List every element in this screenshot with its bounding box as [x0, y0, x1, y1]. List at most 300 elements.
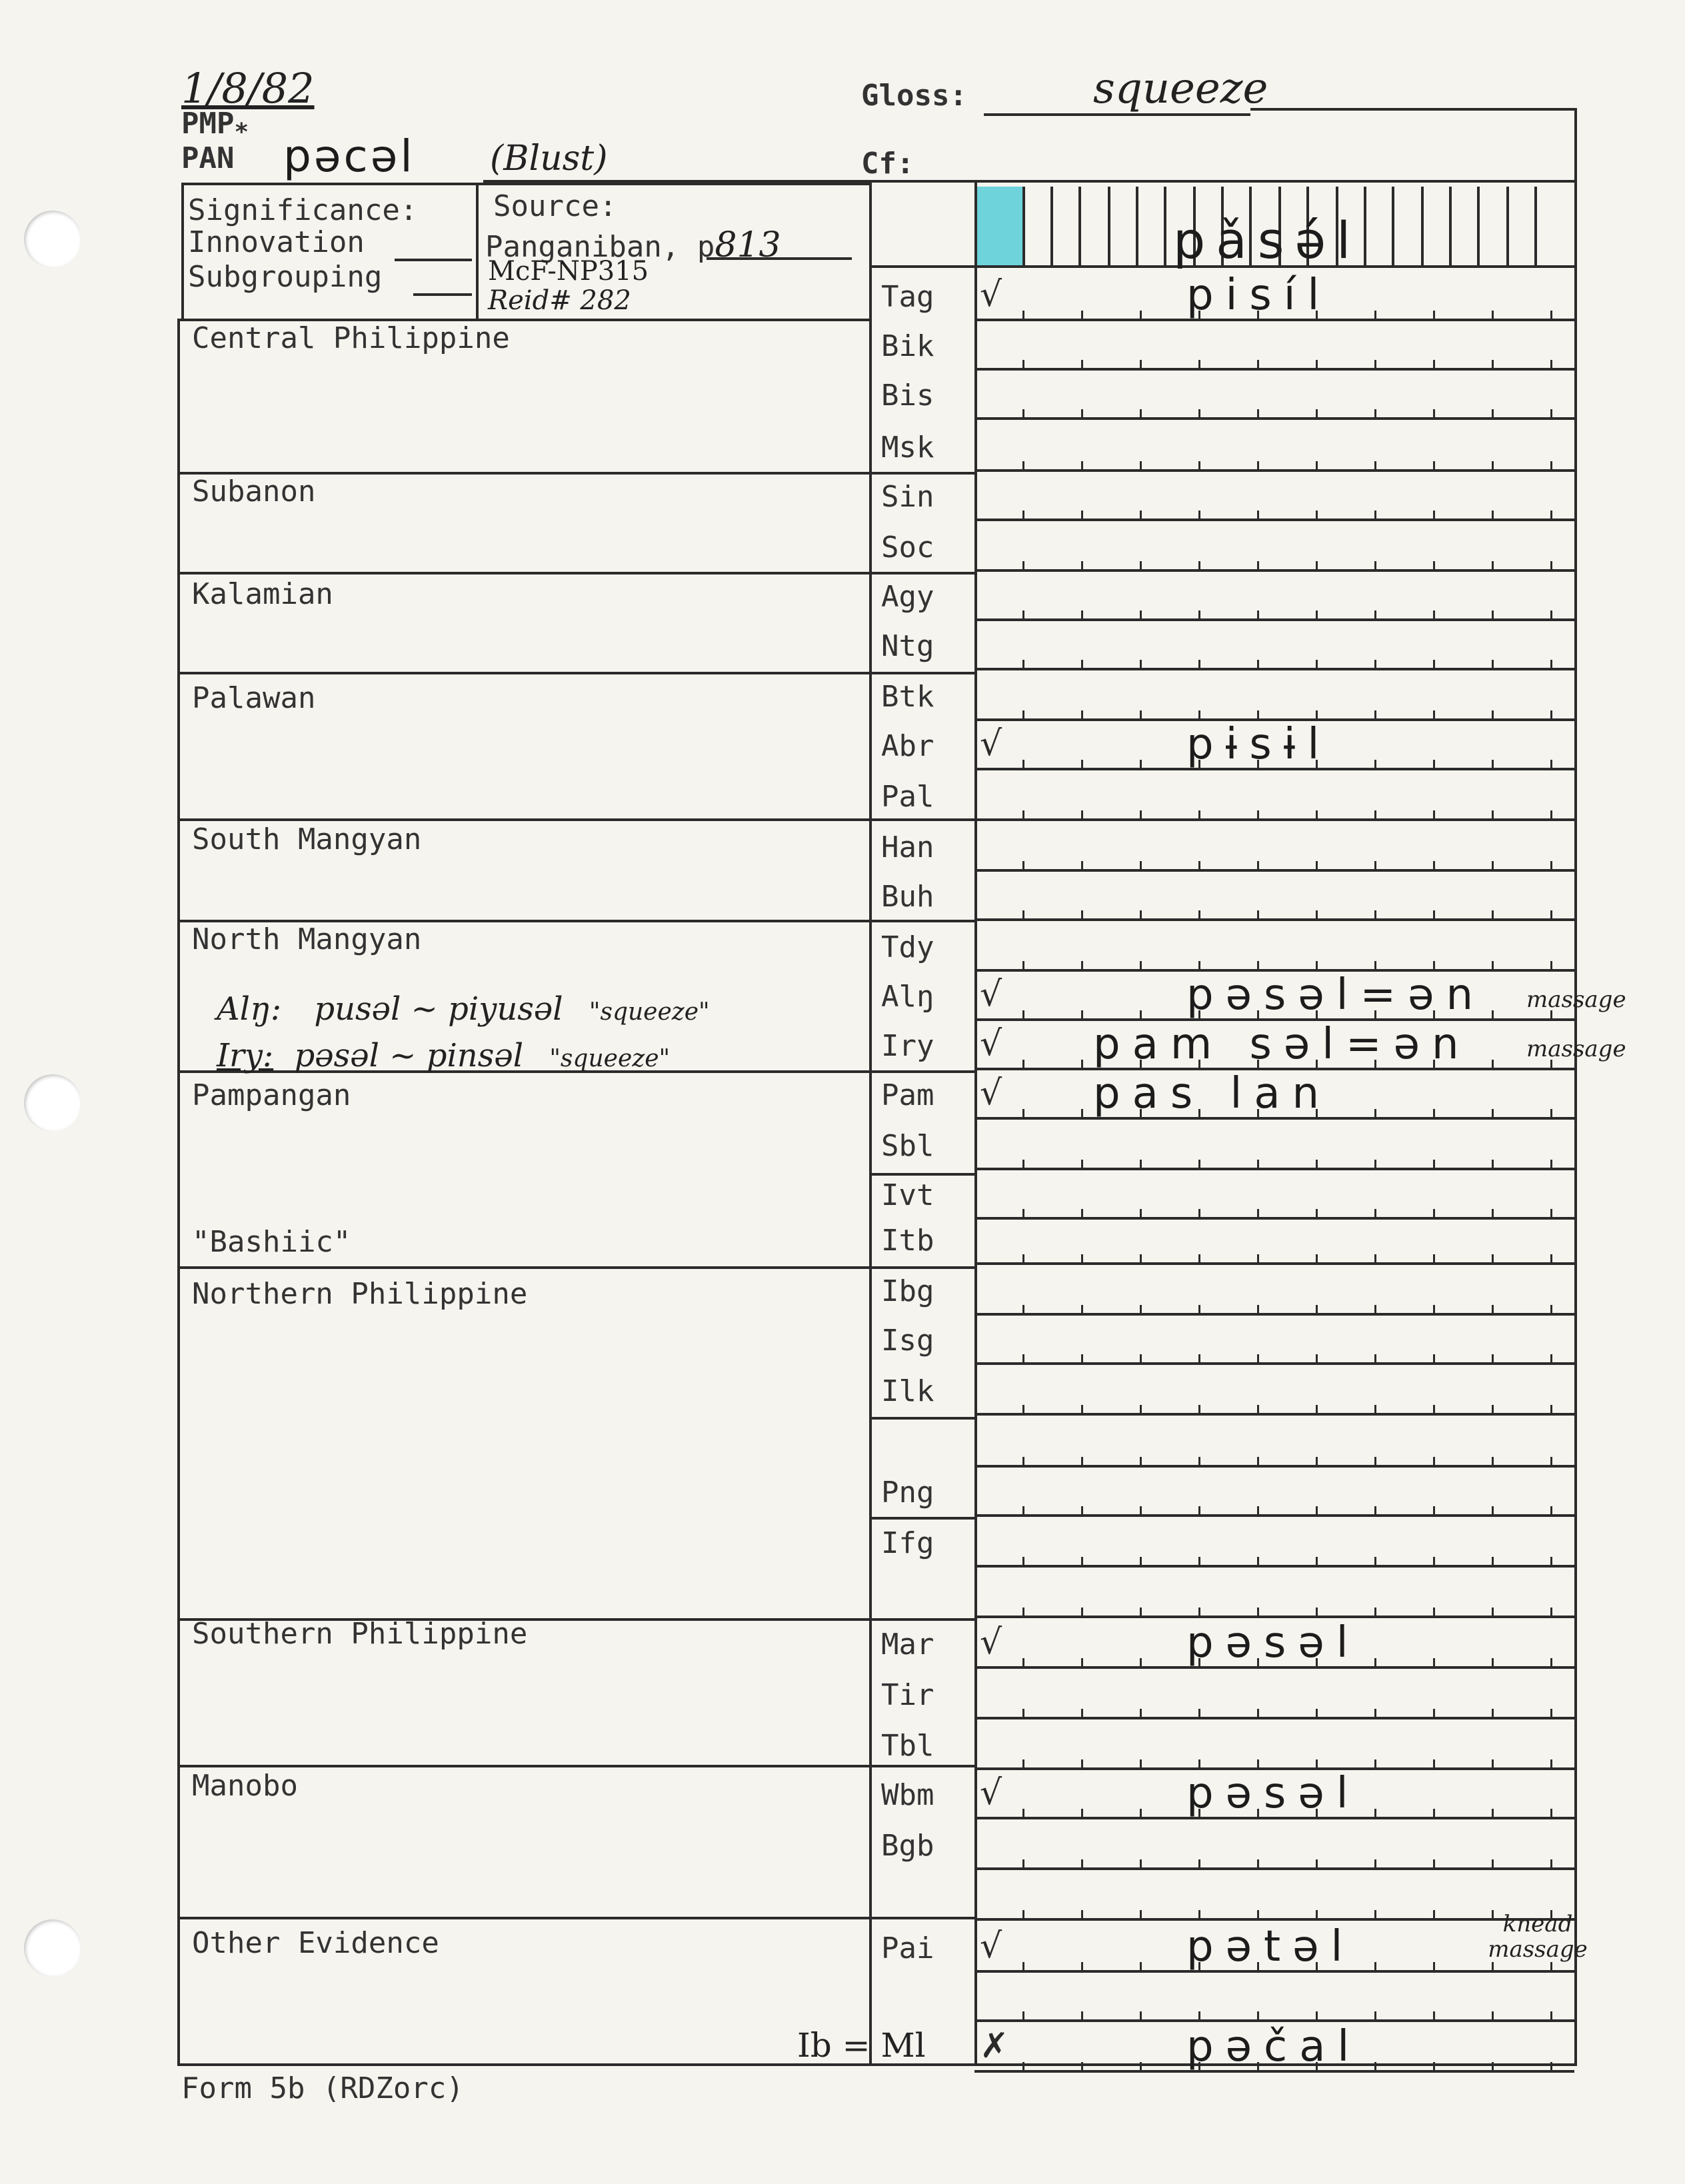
row-tick	[1257, 1209, 1259, 1218]
row-tick	[1257, 610, 1259, 620]
row-tick	[1492, 2011, 1494, 2021]
row-tick	[1022, 1809, 1024, 1818]
row-tick	[1140, 1809, 1142, 1818]
row-tick	[1374, 660, 1376, 669]
row-tick	[1374, 1405, 1376, 1414]
phoneme-cell	[1050, 187, 1078, 265]
row-tick	[1374, 1209, 1376, 1218]
row-reflex-form: pas lan	[1093, 1069, 1332, 1118]
row-tick	[1022, 1962, 1024, 1971]
row-tick	[1140, 910, 1142, 920]
row-tick	[1081, 1457, 1083, 1466]
row-baseline	[974, 469, 1574, 472]
row-baseline	[974, 1262, 1574, 1265]
row-tick	[1198, 1305, 1200, 1314]
row-tick	[1140, 1405, 1142, 1414]
row-tick	[1257, 1354, 1259, 1364]
row-tick	[1198, 1859, 1200, 1869]
phoneme-cell	[1364, 187, 1392, 265]
row-tick	[1492, 1557, 1494, 1566]
row-tick	[1140, 961, 1142, 970]
row-tick	[1081, 1254, 1083, 1264]
row-tick	[1550, 660, 1552, 669]
row-language-code: Sbl	[881, 1129, 934, 1163]
grid-right-border	[1574, 180, 1577, 2066]
row-tick	[1492, 910, 1494, 920]
row-tick	[1316, 910, 1318, 920]
row-tick	[1374, 2062, 1376, 2071]
row-baseline	[974, 1168, 1574, 1170]
row-tick	[1316, 360, 1318, 369]
row-gloss-note: massage	[1526, 1036, 1626, 1062]
row-tick	[1433, 1506, 1435, 1516]
group-separator	[177, 1917, 977, 1919]
row-tick	[1198, 1405, 1200, 1414]
date: 1/8/82	[181, 64, 315, 113]
row-tick	[1492, 1506, 1494, 1516]
row-tick	[1374, 1809, 1376, 1818]
row-tick	[1374, 710, 1376, 720]
row-tick	[1257, 1557, 1259, 1566]
group-label: Northern Philippine	[192, 1277, 528, 1311]
row-tick	[1374, 910, 1376, 920]
row-tick	[1081, 610, 1083, 620]
row-tick	[1257, 461, 1259, 471]
row-language-code: Itb	[881, 1224, 934, 1258]
row-tick	[1433, 1254, 1435, 1264]
row-language-code: Tbl	[881, 1729, 934, 1763]
row-tick	[1433, 311, 1435, 320]
innovation-label: Innovation	[188, 225, 365, 259]
row-tick	[1022, 760, 1024, 769]
row-tick	[1492, 360, 1494, 369]
row-tick	[1316, 861, 1318, 870]
row-tick	[1081, 810, 1083, 820]
row-tick	[1198, 610, 1200, 620]
row-tick	[1550, 1759, 1552, 1769]
row-tick	[1257, 2011, 1259, 2021]
row-language-code: Png	[881, 1476, 934, 1510]
row-tick	[1140, 1910, 1142, 1919]
row-tick	[1492, 710, 1494, 720]
row-tick	[1374, 1354, 1376, 1364]
row-language-code: Btk	[881, 680, 934, 714]
row-tick	[1374, 1109, 1376, 1118]
group-separator	[177, 818, 977, 821]
row-tick	[1198, 461, 1200, 471]
row-baseline	[974, 519, 1574, 521]
phoneme-cell	[1477, 187, 1506, 265]
row-tick	[1081, 2062, 1083, 2071]
row-tick	[1374, 861, 1376, 870]
row-tick	[1257, 1305, 1259, 1314]
row-reflex-form: pisíl	[1186, 271, 1332, 320]
phoneme-cell	[1392, 187, 1421, 265]
row-baseline	[974, 1918, 1574, 1921]
row-tick	[1022, 810, 1024, 820]
row-tick	[1374, 1160, 1376, 1169]
row-tick	[1140, 409, 1142, 419]
row-tick	[1374, 409, 1376, 419]
top-frame-line	[1250, 108, 1577, 111]
north-mangyan-note-1	[217, 990, 710, 1028]
row-tick	[1316, 2011, 1318, 2021]
row-language-code: Soc	[881, 531, 934, 564]
row-tick	[1081, 1962, 1083, 1971]
row-tick	[1316, 409, 1318, 419]
row-tick	[1022, 1709, 1024, 1718]
row-tick	[1081, 1010, 1083, 1020]
row-tick	[1433, 910, 1435, 920]
row-tick	[1316, 1506, 1318, 1516]
row-check-mark: √	[980, 1622, 1002, 1662]
row-tick	[1198, 1254, 1200, 1264]
row-tick	[1433, 1405, 1435, 1414]
row-tick	[1022, 360, 1024, 369]
row-tick	[1257, 910, 1259, 920]
row-tick	[1550, 910, 1552, 920]
row-language-code: Ifg	[881, 1526, 934, 1560]
row-tick	[1492, 1709, 1494, 1718]
group-label: Palawan	[192, 681, 316, 715]
row-tick	[1550, 511, 1552, 520]
grid-group-divider	[869, 183, 872, 2066]
subgrouping-line	[413, 293, 472, 296]
row-tick	[1081, 1859, 1083, 1869]
row-tick	[1022, 861, 1024, 870]
row-tick	[1022, 1608, 1024, 1617]
phoneme-cell	[1449, 187, 1477, 265]
row-tick	[1257, 1160, 1259, 1169]
row-reflex-form: pam səl=ən	[1093, 1020, 1471, 1069]
row-tick	[1022, 1160, 1024, 1169]
row-tick	[1492, 660, 1494, 669]
row-tick	[1081, 1759, 1083, 1769]
row-baseline	[974, 1565, 1574, 1568]
row-tick	[1257, 1506, 1259, 1516]
row-language-code: Bis	[881, 379, 934, 413]
row-tick	[1550, 1305, 1552, 1314]
group-label: Central Philippine	[192, 321, 510, 355]
row-language-code: Han	[881, 830, 934, 864]
row-tick	[1198, 861, 1200, 870]
row-tick	[1257, 1859, 1259, 1869]
source-label: Source:	[493, 189, 617, 223]
row-tick	[1433, 710, 1435, 720]
row-tick	[1081, 1709, 1083, 1718]
row-tick	[1081, 660, 1083, 669]
row-tick	[1550, 1254, 1552, 1264]
row-tick	[1433, 1759, 1435, 1769]
row-tick	[1374, 1658, 1376, 1667]
row-tick	[1081, 511, 1083, 520]
row-tick	[1140, 660, 1142, 669]
row-tick	[1492, 1608, 1494, 1617]
row-tick	[1433, 2011, 1435, 2021]
row-tick	[1257, 1910, 1259, 1919]
row-tick	[1374, 1305, 1376, 1314]
row-tick	[1022, 1658, 1024, 1667]
row-tick	[1081, 961, 1083, 970]
gloss-underline	[984, 113, 1250, 116]
row-tick	[1198, 1910, 1200, 1919]
row-tick	[1550, 861, 1552, 870]
row-baseline	[974, 368, 1574, 371]
row-tick	[1374, 1608, 1376, 1617]
top-frame-right	[1574, 108, 1577, 180]
row-language-code: Iry	[881, 1029, 934, 1063]
row-tick	[1550, 2062, 1552, 2071]
row-tick	[1022, 1109, 1024, 1118]
row-baseline	[974, 918, 1574, 921]
row-tick	[1081, 1405, 1083, 1414]
row-language-code: Tag	[881, 280, 934, 314]
row-language-code: Bik	[881, 329, 934, 363]
row-tick	[1198, 910, 1200, 920]
row-language-code: Ilk	[881, 1374, 934, 1408]
row-tick	[1492, 461, 1494, 471]
row-language-code: Ntg	[881, 629, 934, 663]
row-language-code: Ibg	[881, 1274, 934, 1308]
row-tick	[1550, 311, 1552, 320]
phoneme-cell	[1421, 187, 1449, 265]
binder-hole-middle	[24, 1074, 81, 1132]
row-tick	[1316, 1354, 1318, 1364]
row-tick	[1492, 511, 1494, 520]
row-tick	[1316, 1557, 1318, 1566]
row-tick	[1433, 1608, 1435, 1617]
row-reflex-form: pətəl	[1186, 1922, 1355, 1971]
row-tick	[1492, 1010, 1494, 1020]
row-tick	[1433, 1859, 1435, 1869]
row-tick	[1433, 1709, 1435, 1718]
north-mangyan-note-2	[217, 1037, 670, 1074]
row-tick	[1198, 810, 1200, 820]
row-tick	[1433, 360, 1435, 369]
row-tick	[1198, 710, 1200, 720]
row-baseline	[974, 618, 1574, 621]
row-tick	[1081, 910, 1083, 920]
group-separator	[177, 1266, 977, 1269]
row-tick	[1433, 760, 1435, 769]
row-tick	[1257, 561, 1259, 570]
row-tick	[1374, 961, 1376, 970]
source-line2: McF-NP315	[488, 256, 649, 287]
row-tick	[1140, 1759, 1142, 1769]
row-tick	[1140, 1457, 1142, 1466]
row-tick	[1198, 660, 1200, 669]
row-tick	[1492, 1759, 1494, 1769]
row-tick	[1492, 1160, 1494, 1169]
group-label: Manobo	[192, 1769, 298, 1803]
phoneme-cell	[1022, 187, 1050, 265]
row-tick	[1140, 2062, 1142, 2071]
row-tick	[1081, 1060, 1083, 1069]
row-tick	[1374, 1557, 1376, 1566]
row-baseline	[974, 1217, 1574, 1220]
row-tick	[1374, 1962, 1376, 1971]
row-baseline	[974, 569, 1574, 572]
row-tick	[1550, 1506, 1552, 1516]
row-tick	[1316, 1405, 1318, 1414]
pmp-label	[181, 107, 249, 146]
pan-label: PAN	[181, 141, 235, 175]
row-tick	[1022, 1254, 1024, 1264]
row-tick	[1081, 1809, 1083, 1818]
row-language-code: Pam	[881, 1078, 934, 1112]
row-tick	[1022, 1910, 1024, 1919]
lang-separator	[869, 1417, 974, 1420]
row-tick	[1492, 1305, 1494, 1314]
note-2-forms: pəsəl ~ pinsəl	[294, 1037, 524, 1074]
row-tick	[1374, 1910, 1376, 1919]
phoneme-cell-highlighted	[974, 187, 1022, 265]
row-tick	[1081, 1160, 1083, 1169]
row-tick	[1257, 1254, 1259, 1264]
row-tick	[1022, 1209, 1024, 1218]
row-check-mark: √	[980, 275, 1002, 315]
row-tick	[1492, 1209, 1494, 1218]
row-check-mark: ✗	[980, 2026, 1009, 2066]
row-tick	[1140, 1859, 1142, 1869]
row-tick	[1198, 1354, 1200, 1364]
row-tick	[1316, 1859, 1318, 1869]
row-language-code: Msk	[881, 431, 934, 465]
gloss-value: squeeze	[1093, 64, 1268, 113]
row-tick	[1022, 2062, 1024, 2071]
row-tick	[1257, 710, 1259, 720]
row-tick	[1492, 760, 1494, 769]
row-tick	[1492, 409, 1494, 419]
group-label: North Mangyan	[192, 922, 422, 956]
row-tick	[1081, 1305, 1083, 1314]
row-tick	[1316, 1759, 1318, 1769]
note-2-lang: Iry:	[217, 1037, 274, 1074]
cf-label: Cf:	[861, 147, 914, 181]
row-tick	[1316, 1608, 1318, 1617]
pan-reconstruction: pəcəl	[283, 131, 415, 182]
row-tick	[1492, 610, 1494, 620]
row-tick	[1140, 1658, 1142, 1667]
row-tick	[1081, 360, 1083, 369]
row-baseline	[974, 1514, 1574, 1517]
group-label: "Bashiic"	[192, 1225, 351, 1259]
row-language-code: Ivt	[881, 1178, 934, 1212]
row-tick	[1433, 1809, 1435, 1818]
row-reflex-form: pəsəl=ən	[1186, 970, 1486, 1020]
row-tick	[1198, 1608, 1200, 1617]
group-separator	[177, 672, 977, 674]
row-tick	[1316, 1305, 1318, 1314]
row-tick	[1022, 610, 1024, 620]
row-tick	[1140, 2011, 1142, 2021]
row-tick	[1492, 1859, 1494, 1869]
row-tick	[1492, 961, 1494, 970]
row-tick	[1022, 660, 1024, 669]
row-tick	[1433, 2062, 1435, 2071]
row-tick	[1316, 1457, 1318, 1466]
row-tick	[1140, 1160, 1142, 1169]
note-1-gloss: "squeeze"	[589, 998, 710, 1026]
row-tick	[1374, 1759, 1376, 1769]
row-tick	[1081, 409, 1083, 419]
subgrouping-label: Subgrouping	[188, 260, 383, 294]
row-tick	[1550, 1557, 1552, 1566]
source-page-underline	[707, 257, 852, 260]
row-tick	[1550, 360, 1552, 369]
row-tick	[1198, 1557, 1200, 1566]
row-tick	[1433, 461, 1435, 471]
row-tick	[1257, 1608, 1259, 1617]
row-tick	[1492, 311, 1494, 320]
row-tick	[1140, 861, 1142, 870]
row-tick	[1433, 1160, 1435, 1169]
row-tick	[1374, 461, 1376, 471]
row-tick	[1550, 1354, 1552, 1364]
row-tick	[1374, 1859, 1376, 1869]
row-tick	[1550, 1709, 1552, 1718]
row-tick	[1022, 1457, 1024, 1466]
row-tick	[1433, 1962, 1435, 1971]
row-tick	[1022, 1759, 1024, 1769]
row-tick	[1198, 1457, 1200, 1466]
row-tick	[1433, 1354, 1435, 1364]
row-tick	[1374, 1457, 1376, 1466]
row-tick	[1316, 511, 1318, 520]
row-check-mark: √	[980, 1024, 1002, 1064]
row-tick	[1374, 760, 1376, 769]
row-tick	[1316, 1709, 1318, 1718]
row-tick	[1140, 311, 1142, 320]
row-baseline	[974, 869, 1574, 872]
row-tick	[1022, 1405, 1024, 1414]
row-tick	[1257, 1759, 1259, 1769]
row-tick	[1140, 810, 1142, 820]
row-tick	[1374, 2011, 1376, 2021]
row-baseline	[974, 1717, 1574, 1719]
row-tick	[1257, 810, 1259, 820]
row-tick	[1492, 1809, 1494, 1818]
grid-left-border	[177, 319, 180, 2066]
group-label: Kalamian	[192, 577, 333, 611]
row-tick	[1257, 660, 1259, 669]
row-language-code: Buh	[881, 880, 934, 914]
row-tick	[1081, 710, 1083, 720]
row-tick	[1081, 1109, 1083, 1118]
row-tick	[1022, 1859, 1024, 1869]
row-language-code: Isg	[881, 1324, 934, 1358]
row-tick	[1257, 1709, 1259, 1718]
group-label: Other Evidence	[192, 1926, 439, 1960]
row-tick	[1140, 1962, 1142, 1971]
row-tick	[1081, 311, 1083, 320]
group-label: Subanon	[192, 475, 316, 509]
row-tick	[1081, 1506, 1083, 1516]
row-tick	[1374, 810, 1376, 820]
row-tick	[1550, 2011, 1552, 2021]
row-tick	[1550, 561, 1552, 570]
row-tick	[1081, 861, 1083, 870]
row-tick	[1492, 1658, 1494, 1667]
row-tick	[1022, 1060, 1024, 1069]
row-tick	[1198, 1759, 1200, 1769]
significance-title: Significance:	[188, 193, 418, 227]
row-tick	[1022, 409, 1024, 419]
row-tick	[1022, 1557, 1024, 1566]
row-tick	[1550, 1405, 1552, 1414]
row-tick	[1022, 511, 1024, 520]
row-tick	[1140, 1010, 1142, 1020]
